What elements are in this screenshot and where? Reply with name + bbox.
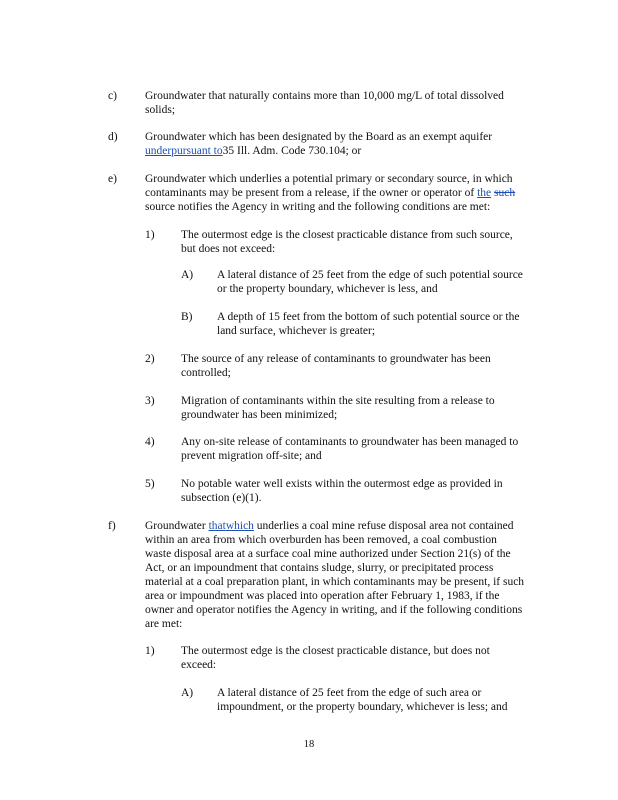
subsection-text bbox=[181, 394, 495, 422]
subsection-label: B) bbox=[181, 311, 193, 323]
inserted-text: pursuant to bbox=[171, 145, 223, 157]
subsection-text bbox=[181, 352, 491, 380]
inserted-text: which bbox=[225, 520, 254, 532]
subsection-text bbox=[145, 89, 504, 117]
text-line bbox=[145, 186, 515, 200]
text-line: Act, or an impoundment that contains sludge, slurry, or precipitated process bbox=[145, 562, 494, 574]
text-line: owner and operator notifies the Agency in writing, and if the following conditions bbox=[145, 604, 523, 616]
subsection-label: 4) bbox=[145, 436, 155, 448]
text-line: material at a coal preparation plant, in which contaminants may be present, if such bbox=[145, 576, 525, 588]
subsection-text bbox=[145, 172, 515, 214]
subsection-label: 1) bbox=[145, 645, 155, 657]
deleted-text: such bbox=[494, 187, 516, 199]
subsection-label: d) bbox=[108, 131, 118, 143]
subsection-label: A) bbox=[181, 269, 194, 281]
text-line: Any on-site release of contaminants to groundwater has been managed to bbox=[181, 436, 519, 448]
text-line: or the property boundary, whichever is less, and bbox=[217, 283, 438, 295]
text-line: impoundment, or the property boundary, whichever is less; and bbox=[217, 701, 508, 713]
text-line: but does not exceed: bbox=[181, 243, 276, 255]
subsection-label: 3) bbox=[145, 395, 155, 407]
text-line: A depth of 15 feet from the bottom of such potential source or the bbox=[217, 311, 520, 323]
subsection-label: c) bbox=[108, 90, 117, 102]
text-run: underlies a coal mine refuse disposal area not contained bbox=[256, 520, 514, 532]
text-line: Groundwater which has been designated by the Board as an exempt aquifer bbox=[145, 131, 493, 143]
inserted-text: under bbox=[145, 145, 172, 157]
text-line bbox=[145, 144, 492, 158]
text-line: groundwater has been minimized; bbox=[181, 409, 338, 421]
subsection-label: e) bbox=[108, 173, 117, 185]
subsection-label: A) bbox=[181, 687, 194, 699]
subsection-label: 1) bbox=[145, 229, 155, 241]
subsection-text bbox=[217, 268, 523, 296]
subsection-label: 5) bbox=[145, 478, 155, 490]
text-line: The source of any release of contaminants to groundwater has been bbox=[181, 353, 491, 365]
subsection-text bbox=[145, 130, 492, 158]
subsection-text bbox=[145, 519, 524, 631]
text-line: The outermost edge is the closest practicable distance from such source, bbox=[181, 229, 513, 241]
text-line: The outermost edge is the closest practicable distance, but does not bbox=[181, 645, 490, 657]
inserted-text: that bbox=[208, 520, 226, 532]
text-line: A lateral distance of 25 feet from the edge of such potential source bbox=[217, 269, 523, 281]
subsection-text bbox=[181, 477, 503, 505]
text-line: are met: bbox=[145, 618, 183, 630]
text-line: within an area from which overburden has been removed, a coal combustion bbox=[145, 534, 497, 546]
text-line: subsection (e)(1). bbox=[181, 492, 262, 504]
text-line: No potable water well exists within the outermost edge as provided in bbox=[181, 478, 503, 490]
text-line: source notifies the Agency in writing and the following conditions are met: bbox=[145, 201, 491, 213]
text-run: contaminants may be present from a release, if the owner or operator of bbox=[145, 187, 475, 199]
subsection-text bbox=[181, 228, 513, 256]
text-line: Groundwater which underlies a potential primary or secondary source, in which bbox=[145, 173, 513, 185]
subsection-text bbox=[217, 686, 508, 714]
text-line: A lateral distance of 25 feet from the edge of such area or bbox=[217, 687, 482, 699]
subsection-text bbox=[181, 435, 518, 463]
subsection-text bbox=[217, 310, 519, 338]
text-line: prevent migration off-site; and bbox=[181, 450, 322, 462]
text-line: land surface, whichever is greater; bbox=[217, 325, 376, 337]
text-line: waste disposal area at a surface coal mine authorized under Section 21(s) of the bbox=[145, 548, 511, 560]
text-line: solids; bbox=[145, 104, 176, 116]
text-line: area or impoundment was placed into operation after February 1, 1983, if the bbox=[145, 590, 500, 602]
text-line bbox=[145, 519, 524, 533]
text-line: Groundwater that naturally contains more than 10,000 mg/L of total dissolved bbox=[145, 90, 504, 102]
inserted-text: the bbox=[477, 187, 492, 199]
subsection-text bbox=[181, 644, 490, 672]
subsection-label: f) bbox=[108, 520, 116, 532]
text-run: 35 Ill. Adm. Code 730.104; or bbox=[222, 145, 362, 157]
subsection-label: 2) bbox=[145, 353, 155, 365]
text-line: controlled; bbox=[181, 367, 231, 379]
text-line: exceed: bbox=[181, 659, 217, 671]
text-line: Migration of contaminants within the site resulting from a release to bbox=[181, 395, 495, 407]
page-number: 18 bbox=[303, 739, 315, 750]
text-run: Groundwater bbox=[145, 520, 206, 532]
